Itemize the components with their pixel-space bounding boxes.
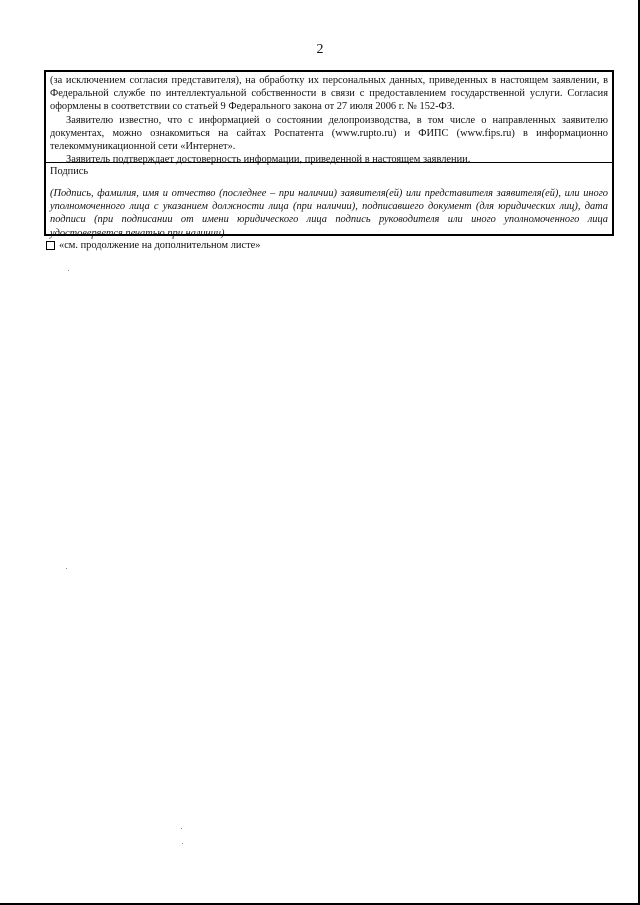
- scan-speck: [66, 568, 67, 569]
- scan-speck: [182, 843, 183, 844]
- continuation-label: «см. продолжение на дополнительном листе»: [59, 240, 261, 251]
- signature-label: Подпись: [50, 166, 89, 177]
- scan-speck: [181, 828, 182, 829]
- consent-paragraph-1: (за исключением согласия представителя), на обработку их персональных данных, приведенных в настоящем заявлении, в Федеральной службе по интеллектуальной собственности в связи с предоставлением государственной услуги. Согласия оформлены в соответствии со статьей 9 Федерального закона от 27 июля 2006 г. № 152-ФЗ.: [50, 75, 608, 113]
- signature-note: (Подпись, фамилия, имя и отчество (последнее – при наличии) заявителя(ей) или представителя заявителя(ей), или иного уполномоченного лица с указанием должности лица (при наличии), подписавшего документ (для юридических лиц), дата подписи (при подписании от имени юридического лица подпись руководителя или иного уполномоченного лица удостоверяется печатью при наличии): [50, 188, 608, 239]
- consent-paragraph-3: Заявитель подтверждает достоверность информации, приведенной в настоящем заявлении.: [66, 154, 471, 166]
- page-number: 2: [316, 42, 324, 57]
- consent-paragraph-2: Заявителю известно, что с информацией о состоянии делопроизводства, в том числе о направленных заявителю документах, можно ознакомиться на сайтах Роспатента (www.rupto.ru) и ФИПС (www.fips.ru) в информационно телекоммуникационной сети «Интернет».: [50, 114, 608, 153]
- scan-speck: [68, 270, 69, 271]
- continuation-option[interactable]: [46, 240, 260, 251]
- divider: [46, 162, 612, 163]
- consent-block: [50, 74, 608, 166]
- continuation-checkbox[interactable]: [46, 241, 55, 250]
- consent-form-box: [44, 70, 614, 239]
